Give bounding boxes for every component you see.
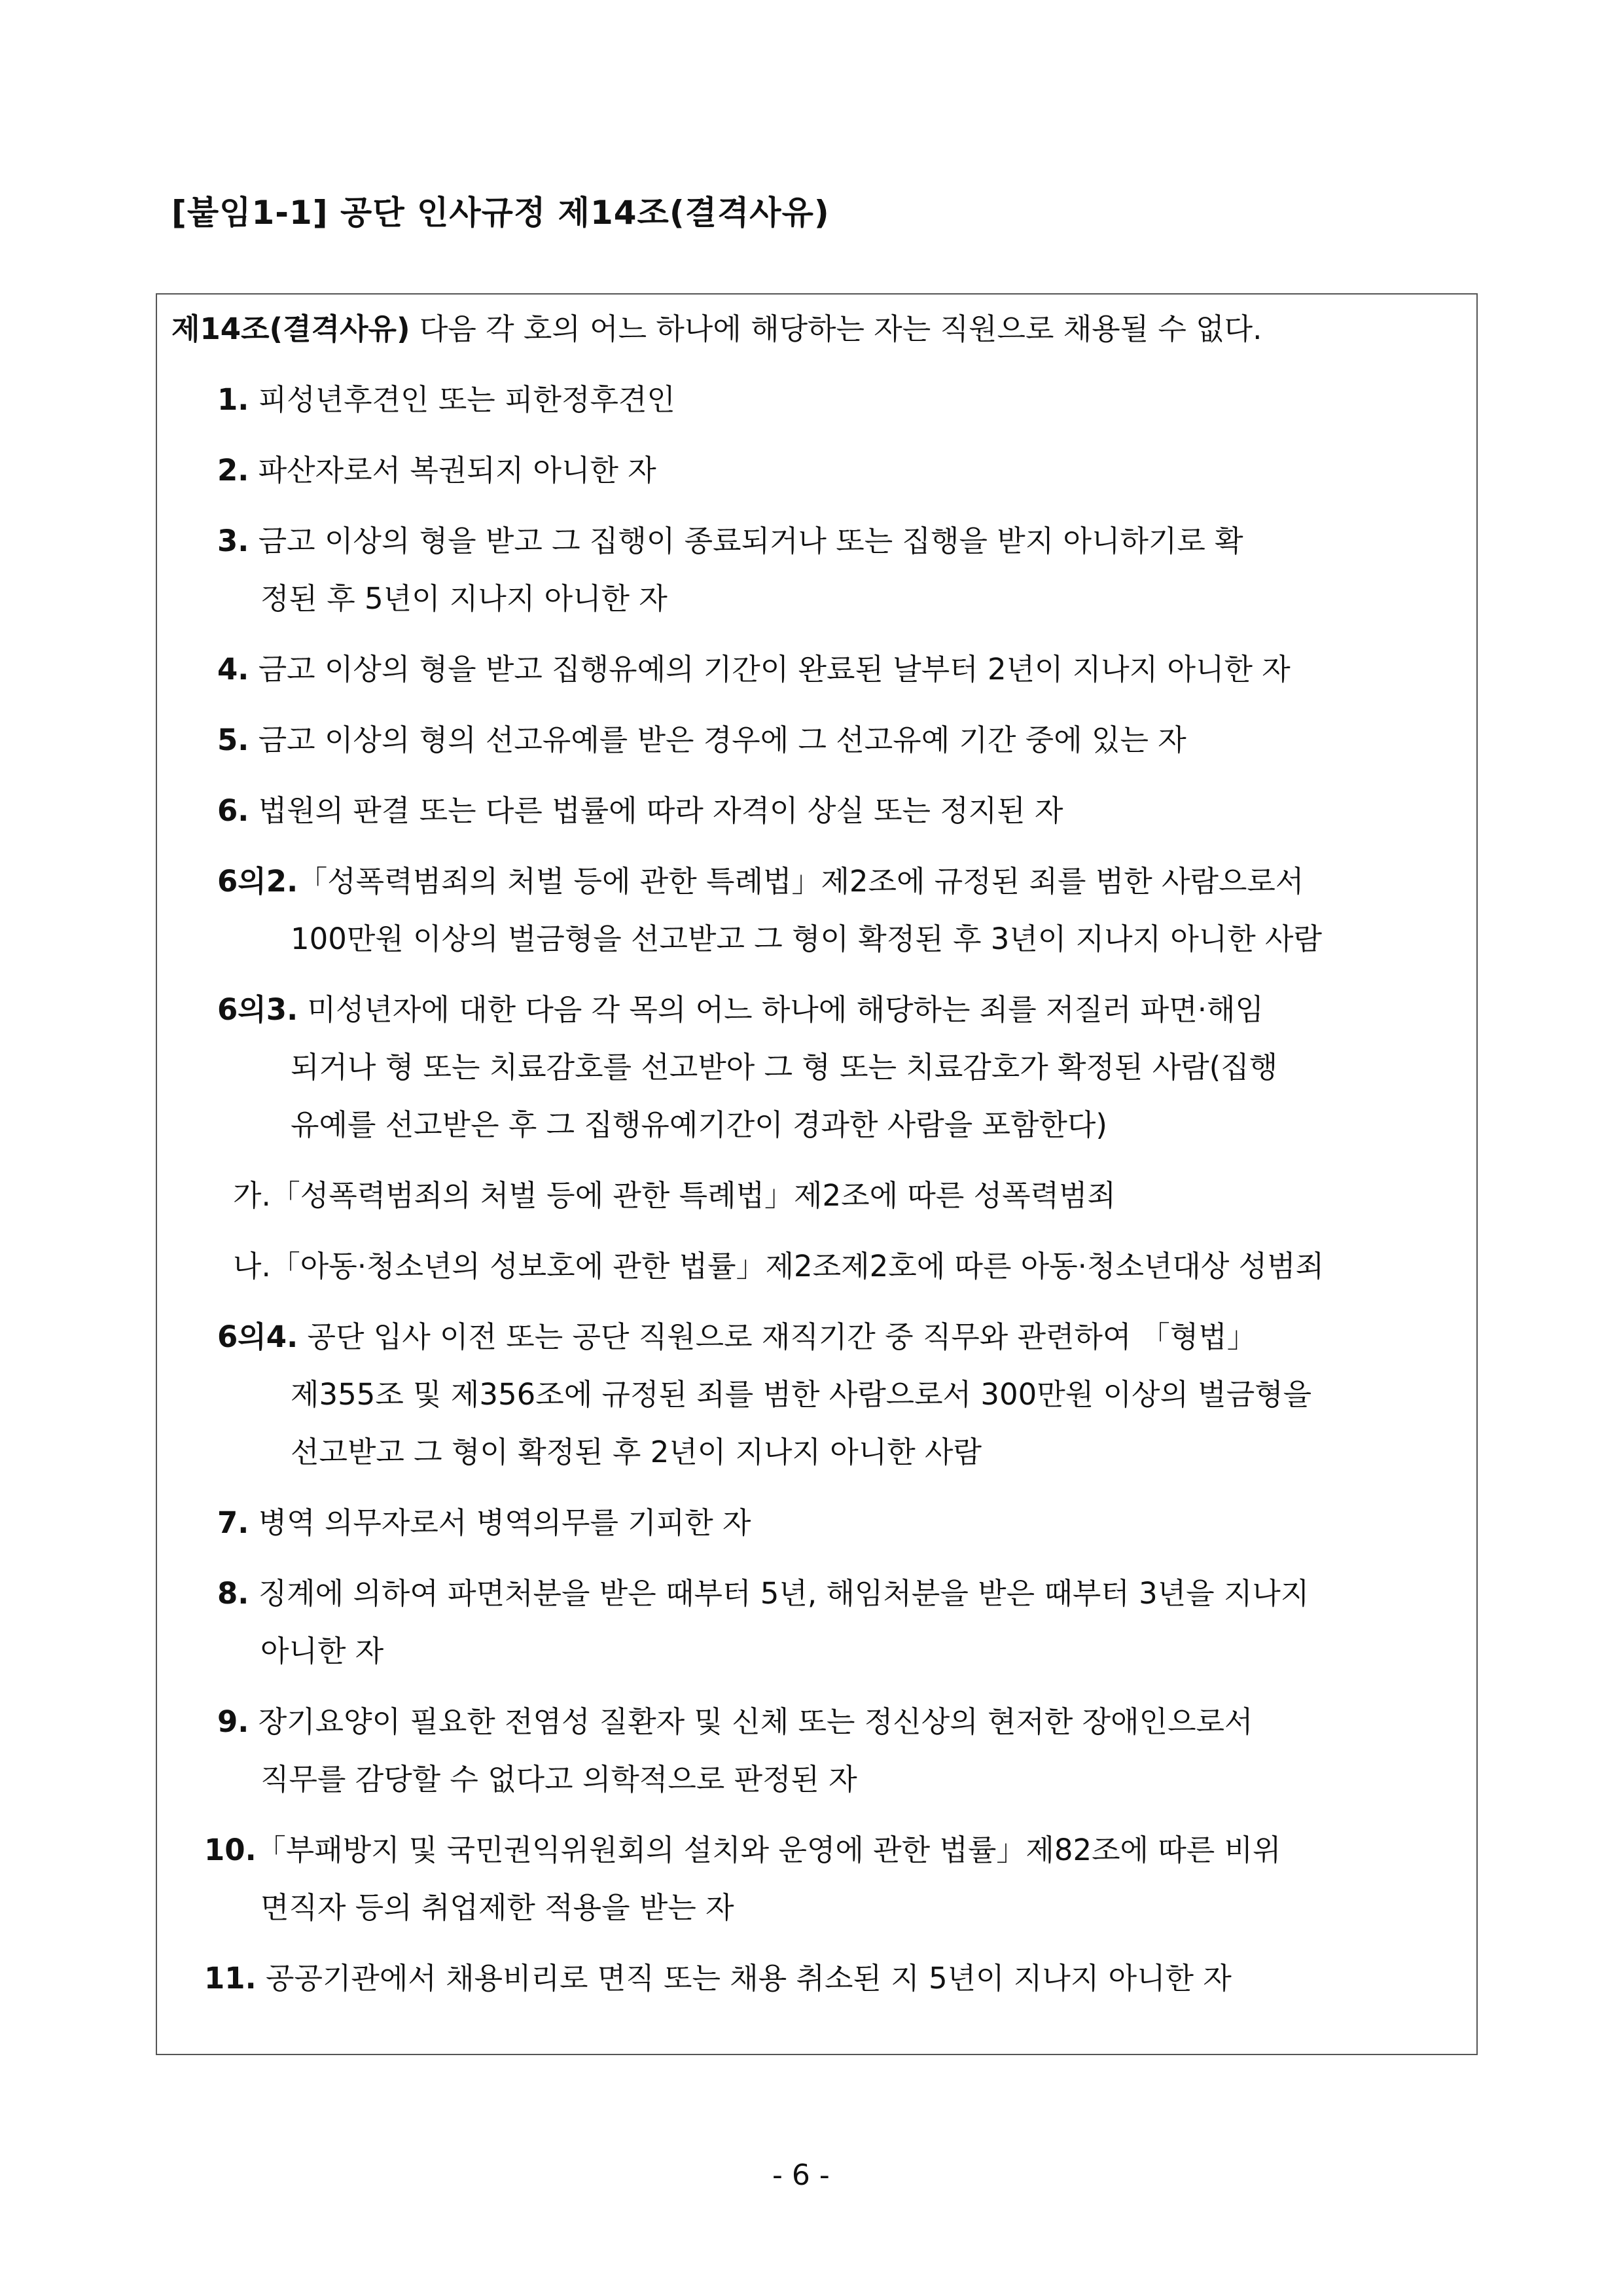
item-number: 8. — [217, 1576, 249, 1611]
item-text: 「부패방지 및 국민권익위원회의 설치와 운영에 관한 법률」제82조에 따른 비위 — [256, 1833, 1281, 1867]
item-continuation: 선고받고 그 형이 확정된 후 2년이 지나지 아니한 사람 — [291, 1435, 982, 1469]
item-text: 공단 입사 이전 또는 공단 직원으로 재직기간 중 직무와 관련하여 「형법」 — [298, 1319, 1257, 1354]
item-continuation: 제355조 및 제356조에 규정된 죄를 범한 사람으로서 300만원 이상의 벌금형을 — [291, 1377, 1312, 1412]
item-number: 4. — [217, 652, 249, 687]
list-item — [217, 725, 1186, 755]
item-text: 피성년후견인 또는 피한정후견인 — [249, 382, 675, 417]
item-number: 1. — [217, 382, 249, 417]
item-number: 7. — [217, 1505, 249, 1540]
item-number: 5. — [217, 723, 249, 757]
list-item — [217, 992, 1264, 1027]
list-item — [217, 652, 1291, 687]
item-number: 6의3. — [217, 992, 298, 1027]
item-text: 미성년자에 대한 다음 각 목의 어느 하나에 해당하는 죄를 저질러 파면·해임 — [298, 992, 1264, 1027]
article-heading-line — [171, 314, 1262, 344]
item-number: 6. — [217, 793, 249, 828]
list-item — [217, 864, 1304, 899]
page-number: - 6 - — [772, 2159, 830, 2192]
list-item — [204, 1961, 1232, 1996]
list-item — [217, 526, 1243, 556]
sub-item: 나.「아동·청소년의 성보호에 관한 법률」제2조제2호에 따른 아동·청소년대상 성범죄 — [233, 1249, 1325, 1283]
item-text: 「성폭력범죄의 처벌 등에 관한 특례법」제2조에 규정된 죄를 범한 사람으로서 — [298, 864, 1304, 899]
item-continuation: 되거나 형 또는 치료감호를 선고받아 그 형 또는 치료감호가 확정된 사람(집행 — [291, 1050, 1278, 1085]
list-item — [204, 1835, 1281, 1865]
document-title: [붙임1-1] 공단 인사규정 제14조(결격사유) — [171, 194, 830, 232]
item-number: 9. — [217, 1704, 249, 1739]
item-text: 징계에 의하여 파면처분을 받은 때부터 5년, 해임처분을 받은 때부터 3년을 지나지 — [249, 1576, 1310, 1611]
list-item — [217, 793, 1063, 828]
item-continuation: 정된 후 5년이 지나지 아니한 자 — [260, 581, 668, 616]
item-text: 금고 이상의 형을 받고 집행유예의 기간이 완료된 날부터 2년이 지나지 아니한 자 — [249, 652, 1291, 687]
item-number: 2. — [217, 453, 249, 488]
item-number: 3. — [217, 524, 249, 558]
list-item — [217, 1704, 1253, 1739]
item-number: 11. — [204, 1961, 257, 1996]
list-item — [217, 382, 675, 417]
article-heading: 제14조(결격사유) — [171, 312, 410, 346]
item-text: 법원의 판결 또는 다른 법률에 따라 자격이 상실 또는 정지된 자 — [249, 793, 1063, 828]
list-item — [217, 1319, 1257, 1354]
item-continuation: 직무를 감당할 수 없다고 의학적으로 판정된 자 — [260, 1762, 857, 1797]
item-number: 10. — [204, 1833, 257, 1867]
item-text: 장기요양이 필요한 전염성 질환자 및 신체 또는 정신상의 현저한 장애인으로서 — [249, 1704, 1253, 1739]
list-item — [217, 1505, 751, 1540]
list-item — [217, 453, 656, 488]
item-number: 6의2. — [217, 864, 298, 899]
item-number: 6의4. — [217, 1319, 298, 1354]
item-text: 금고 이상의 형을 받고 그 집행이 종료되거나 또는 집행을 받지 아니하기로 확 — [249, 524, 1243, 558]
item-text: 금고 이상의 형의 선고유예를 받은 경우에 그 선고유예 기간 중에 있는 자 — [249, 723, 1186, 757]
item-continuation: 100만원 이상의 벌금형을 선고받고 그 형이 확정된 후 3년이 지나지 아니한 사람 — [291, 922, 1322, 956]
item-continuation: 아니한 자 — [260, 1634, 384, 1668]
sub-item: 가.「성폭력범죄의 처벌 등에 관한 특례법」제2조에 따른 성폭력범죄 — [233, 1178, 1116, 1213]
item-continuation: 면직자 등의 취업제한 적용을 받는 자 — [260, 1890, 734, 1925]
item-text: 공공기관에서 채용비리로 면직 또는 채용 취소된 지 5년이 지나지 아니한 자 — [256, 1961, 1232, 1996]
list-item — [217, 1576, 1310, 1611]
article-intro: 다음 각 호의 어느 하나에 해당하는 자는 직원으로 채용될 수 없다. — [410, 312, 1262, 346]
item-continuation: 유예를 선고받은 후 그 집행유예기간이 경과한 사람을 포함한다) — [291, 1107, 1107, 1142]
item-text: 파산자로서 복권되지 아니한 자 — [249, 453, 656, 488]
item-text: 병역 의무자로서 병역의무를 기피한 자 — [249, 1505, 751, 1540]
